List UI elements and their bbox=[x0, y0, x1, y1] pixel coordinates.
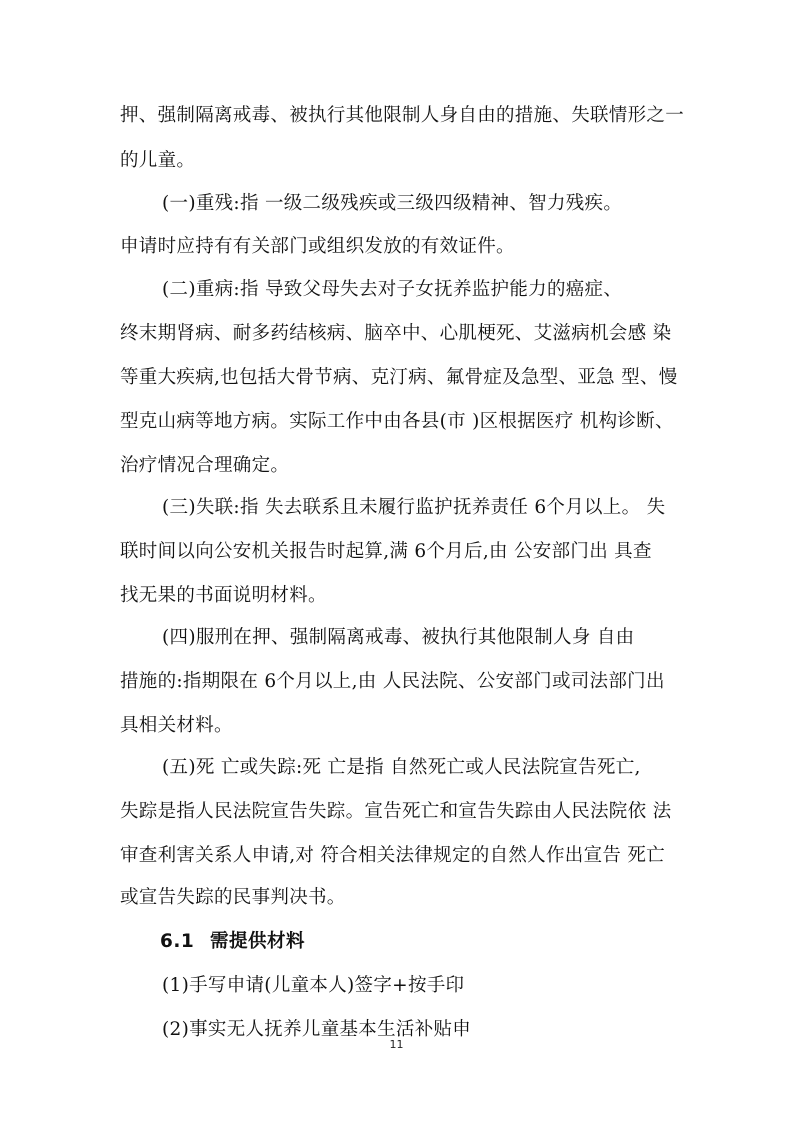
body-line: 找无果的书面说明材料。 bbox=[120, 585, 327, 606]
section-title: 需提供材料 bbox=[210, 931, 306, 952]
section-number: 6.1 bbox=[160, 931, 195, 952]
body-line: 治疗情况合理确定。 bbox=[120, 455, 290, 476]
body-line: 申请时应持有有关部门或组织发放的有效证件。 bbox=[120, 236, 515, 257]
list-item: (1)手写申请(儿童本人)签字+按手印 bbox=[162, 975, 465, 996]
body-line: 等重大疾病,也包括大骨节病、克汀病、氟骨症及急型、亚急 型、慢 bbox=[120, 367, 678, 388]
section-heading bbox=[160, 930, 305, 954]
body-line: (二)重病:指 导致父母失去对子女抚养监护能力的癌症、 bbox=[162, 279, 623, 300]
body-line: 联时间以向公安机关报告时起算,满 6个月后,由 公安部门出 具查 bbox=[120, 541, 652, 562]
page-number: 11 bbox=[389, 1038, 404, 1051]
body-line: 具相关材料。 bbox=[120, 715, 233, 736]
body-line: 押、强制隔离戒毒、被执行其他限制人身自由的措施、失联情形之一 bbox=[120, 105, 685, 126]
body-line: (一)重残:指 一级二级残疾或三级四级精神、智力残疾。 bbox=[162, 193, 623, 214]
body-line: 措施的:指期限在 6个月以上,由 人民法院、公安部门或司法部门出 bbox=[120, 671, 665, 692]
body-line: (五)死 亡或失踪:死 亡是指 自然死亡或人民法院宣告死亡, bbox=[162, 757, 641, 778]
body-line: (三)失联:指 失去联系且未履行监护抚养责任 6个月以上。 失 bbox=[162, 497, 666, 518]
body-line: 的儿童。 bbox=[120, 150, 196, 171]
body-line: 终末期肾病、耐多药结核病、脑卒中、心肌梗死、艾滋病机会感 染 bbox=[120, 323, 672, 344]
body-line: 型克山病等地方病。实际工作中由各县(市 )区根据医疗 机构诊断、 bbox=[120, 411, 674, 432]
body-line: 审查利害关系人申请,对 符合相关法律规定的自然人作出宣告 死亡 bbox=[120, 845, 665, 866]
list-item: (2)事实无人抚养儿童基本生活补贴申 bbox=[162, 1019, 472, 1040]
body-line: 或宣告失踪的民事判决书。 bbox=[120, 887, 346, 908]
body-line: (四)服刑在押、强制隔离戒毒、被执行其他限制人身 自由 bbox=[162, 627, 635, 648]
body-line: 失踪是指人民法院宣告失踪。宣告死亡和宣告失踪由人民法院依 法 bbox=[120, 801, 672, 822]
